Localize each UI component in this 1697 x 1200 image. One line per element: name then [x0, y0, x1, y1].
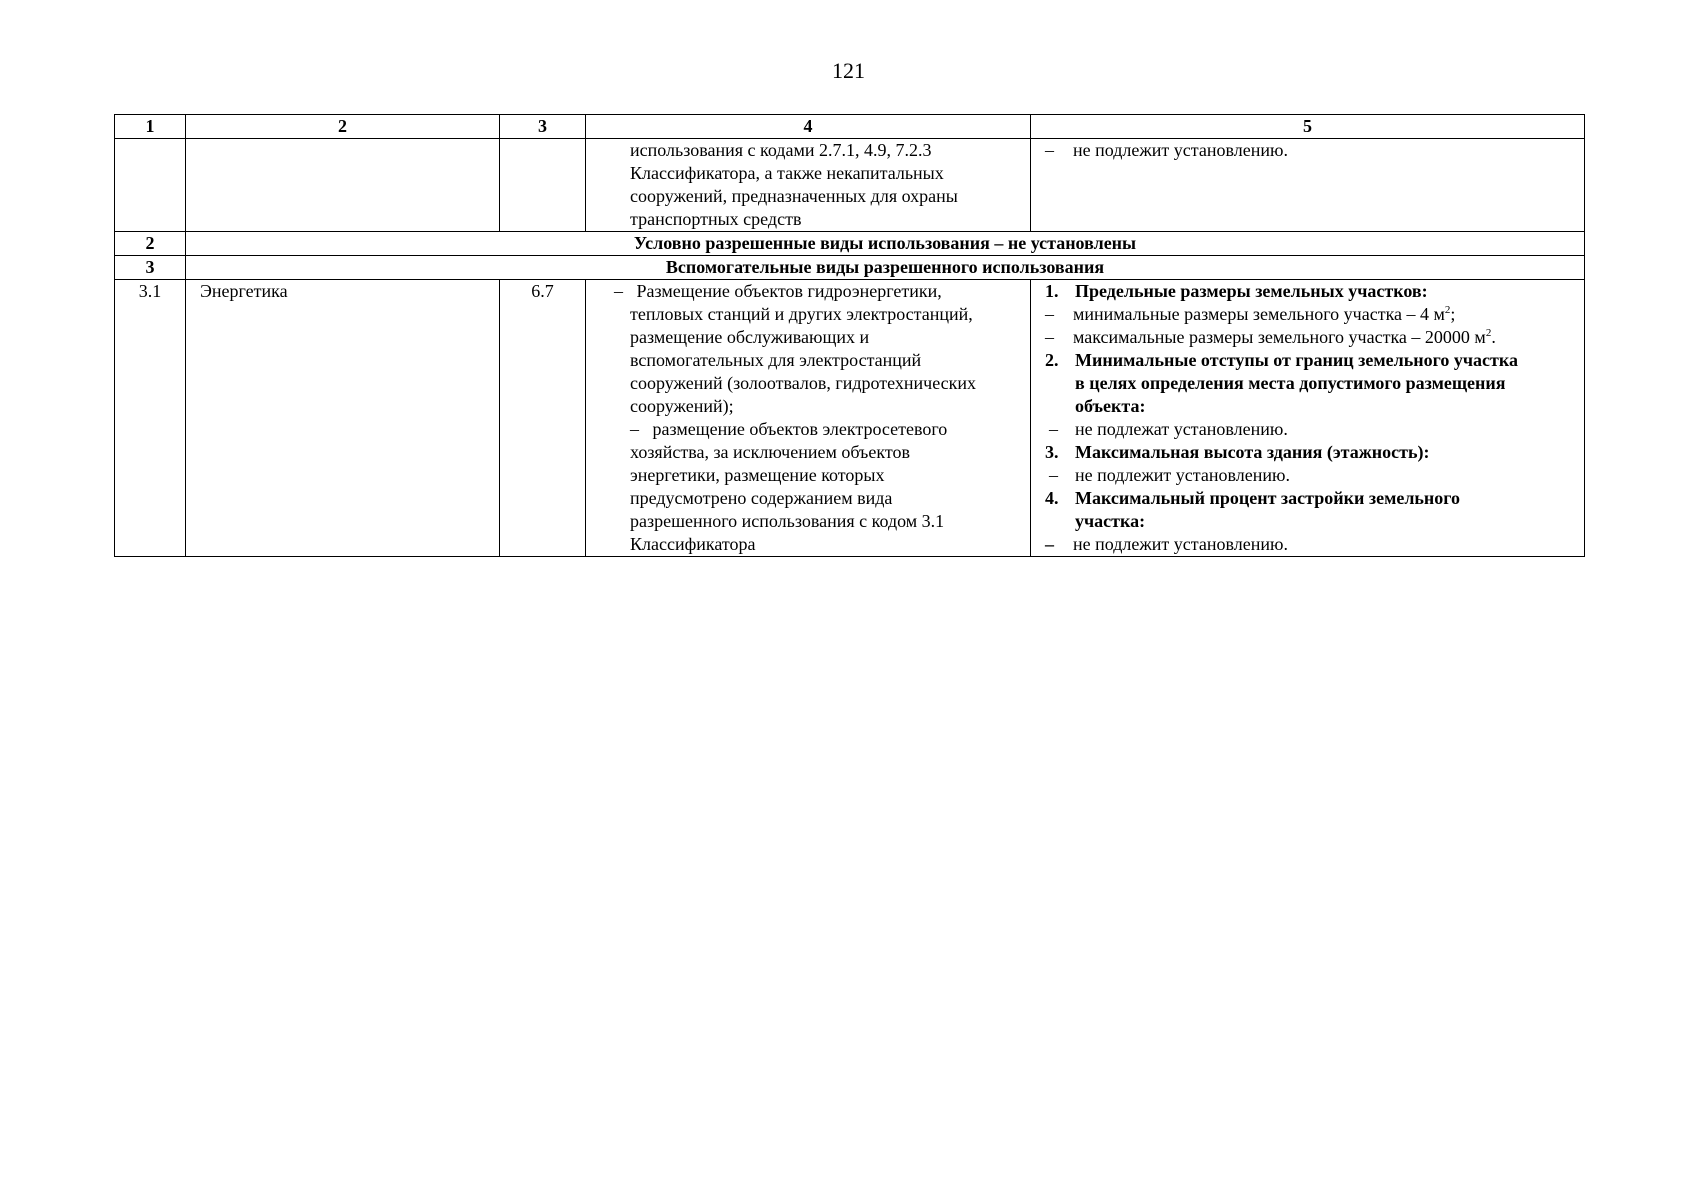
description-line: Классификатора	[630, 534, 756, 554]
parameter-text: не подлежит установлению.	[1073, 140, 1288, 160]
table-row-continued	[115, 139, 1585, 232]
description-line: энергетики, размещение которых	[630, 465, 885, 485]
header-col-4: 4	[586, 115, 1031, 139]
parameter-heading: 1. Предельные размеры земельных участков:	[1045, 281, 1428, 301]
parameter-line	[1045, 533, 1576, 556]
description-line	[630, 418, 1022, 441]
parameter-text: минимальные размеры земельного участка – 4 $м^2$;	[1073, 304, 1456, 324]
header-col-1: 1	[115, 115, 186, 139]
section-number: 2	[115, 232, 186, 256]
parameter-line	[1045, 139, 1576, 162]
parameter-text: не подлежат установлению.	[1075, 419, 1288, 439]
description-line: сооружений (золоотвалов, гидротехнических	[630, 373, 977, 393]
description-line: хозяйства, за исключением объектов	[630, 442, 910, 462]
description-line: транспортных средств	[630, 209, 802, 229]
dash-marker: –	[630, 419, 639, 439]
parameter-line	[1045, 418, 1576, 441]
section-row-conditional	[115, 232, 1585, 256]
dash-marker: –	[1045, 304, 1054, 324]
description-line: разрешенного использования с кодом 3.1	[630, 511, 945, 531]
land-use-table	[114, 114, 1585, 557]
cell-parameters	[1031, 139, 1585, 232]
cell-code: 6.7	[500, 280, 586, 557]
section-number: 3	[115, 256, 186, 280]
parameter-text: не подлежит установлению.	[1075, 465, 1290, 485]
section-title: Вспомогательные виды разрешенного использования	[186, 256, 1585, 280]
description-line: размещение обслуживающих и	[630, 327, 870, 347]
parameter-heading: 2. Минимальные отступы от границ земельного участка в целях определения места допустимого размещения объекта:	[1045, 350, 1518, 416]
parameter-line	[1045, 303, 1576, 326]
cell-name	[186, 139, 500, 232]
dash-marker: –	[1045, 140, 1054, 160]
dash-marker: –	[1045, 327, 1054, 347]
section-row-auxiliary	[115, 256, 1585, 280]
parameter-line	[1045, 326, 1576, 349]
cell-number	[115, 139, 186, 232]
cell-description	[586, 139, 1031, 232]
cell-number: 3.1	[115, 280, 186, 557]
dash-marker: –	[1049, 419, 1058, 439]
description-line: Классификатора, а также некапитальных	[630, 163, 944, 183]
parameter-heading: 4. Максимальный процент застройки земельного участка:	[1045, 488, 1461, 531]
description-line: сооружений);	[630, 396, 734, 416]
cell-parameters	[1031, 280, 1585, 557]
parameter-text: максимальные размеры земельного участка – 20000 $м^2$.	[1073, 327, 1496, 347]
description-line: использования с кодами 2.7.1, 4.9, 7.2.3	[630, 140, 932, 160]
description-line: предусмотрено содержанием вида	[630, 488, 893, 508]
section-title: Условно разрешенные виды использования – не установлены	[186, 232, 1585, 256]
dash-marker: –	[614, 281, 623, 301]
page-number: 121	[832, 58, 865, 83]
description-text: размещение объектов электросетевого	[652, 419, 948, 439]
description-text: Размещение объектов гидроэнергетики,	[636, 281, 942, 301]
header-col-5: 5	[1031, 115, 1585, 139]
parameter-text: не подлежит установлению.	[1073, 534, 1288, 554]
description-line	[614, 280, 1022, 303]
description-line: сооружений, предназначенных для охраны	[630, 186, 958, 206]
table-header-row	[115, 115, 1585, 139]
header-col-2: 2	[186, 115, 500, 139]
dash-marker: –	[1049, 465, 1058, 485]
table-row-3-1	[115, 280, 1585, 557]
description-line: тепловых станций и других электростанций,	[630, 304, 973, 324]
cell-name: Энергетика	[186, 280, 500, 557]
cell-code	[500, 139, 586, 232]
parameter-heading: 3. Максимальная высота здания (этажность):	[1045, 442, 1430, 462]
header-col-3: 3	[500, 115, 586, 139]
description-line: вспомогательных для электростанций	[630, 350, 922, 370]
dash-marker: –	[1045, 534, 1054, 554]
parameter-line	[1045, 464, 1576, 487]
cell-description	[586, 280, 1031, 557]
